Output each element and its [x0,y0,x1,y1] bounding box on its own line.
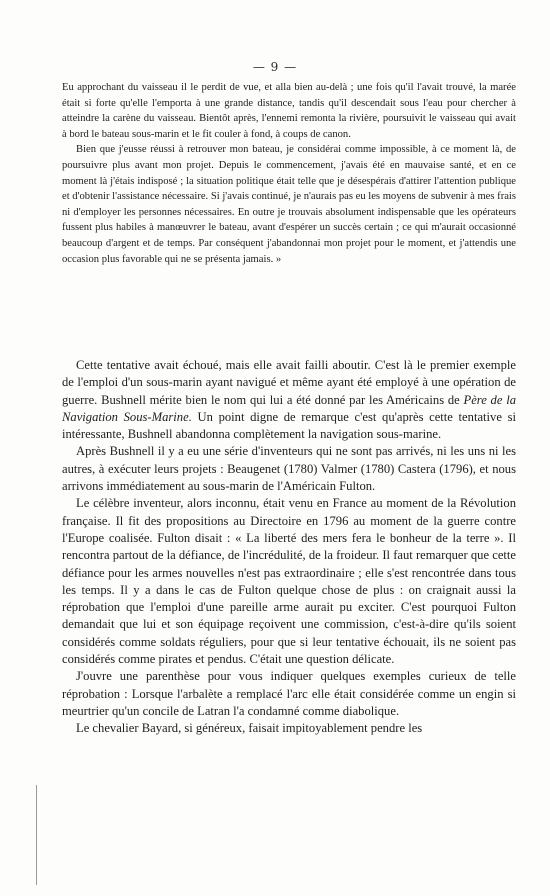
main-text [62,357,516,738]
paragraph-bayard: Le chevalier Bayard, si généreux, faisait impitoyablement pendre les [76,721,423,736]
paragraph-fulton: Le célèbre inventeur, alors inconnu, était venu en France au moment de la Révolution française. Il fit des propositions au Directoire en 1796 au moment de la guerre contre l'Europe coalisée. Fulton disait : « La liberté des mers fera le bonheur de la terre ». Il rencontra partout de la défiance, de l'incrédulité, de la froideur. Il faut remarquer que cette défiance pour les armes nouvelles n'est pas extraordinaire ; elle s'est rencontrée dans tous les temps. Il y a dans le cas de Fulton quelque chose de plus : on craignait aussi la réprobation que l'emploi d'une pareille arme aurait pu exciter. C'est pourquoi Fulton demandait que lui et son équipage reçoivent une commission, c'est-à-dire qu'ils soient considérés comme soldats réguliers, pour que si leur tentative échouait, ils ne soient pas considérés comme pirates et pendus. C'était une question délicate. [62,496,516,667]
paragraph-text: Un point digne de remarque c'est qu'après cette tentative si intéressante, Bushnell abandonna complètement la navigation sous-marine. [62,409,516,442]
paragraph-text: Cette tentative avait échoué, mais elle avait failli aboutir. C'est là le premier exemple de l'emploi d'un sous-marin ayant navigué et même ayant été employé à une opération de guerre. Bushnell mérite bien le nom qui lui a été donné par les Américains de [62,358,516,407]
quote-paragraph: Eu approchant du vaisseau il le perdit de vue, et alla bien au-delà ; une fois qu'il l'avait trouvé, la marée était si forte qu'elle l'emporta à une grande distance, tandis qu'il descendait sous l'eau pour chercher à atteindre la carène du vaisseau. Bientôt après, l'ennemi remonta la rivière, poursuivit le vaisseau qui avait à bord le bateau sous-marin et le fit couler à fond, à coups de canon. [62,82,516,140]
quoted-passage [62,80,516,267]
margin-mark [36,785,37,885]
italic-title: Père de la Navigation Sous-Marine. [62,392,516,424]
paragraph-bushnell-conclusion [62,357,516,443]
quote-paragraph: Bien que j'eusse réussi à retrouver mon bateau, je considérai comme impossible, à ce moment là, de poursuivre plus avant mon projet. Depuis le commencement, j'avais été en mauvaise santé, et en ce moment là j'étais indisposé ; la situation politique était telle que je désespérais d'attirer l'attention publique et d'obtenir l'assistance nécessaire. Si j'avais continué, je n'aurais pas eu les moyens de subvenir à mes frais ni d'employer les personnes nécessaires. En outre je trouvais absolument indispensable que les opérateurs fussent plus habiles à manœuvrer le bateau, avant d'espérer un succès certain ; ce qui m'aurait occasionné beaucoup d'argent et de temps. Par conséquent j'abandonnai mon projet pour le moment, et j'attendis une occasion plus favorable qui ne se présenta jamais. » [62,144,516,265]
paragraph-reprobation: J'ouvre une parenthèse pour vous indiquer quelques exemples curieux de telle réprobation : Lorsque l'arbalète a remplacé l'arc elle était considérée comme un engin si meurtrier qu'un concile de Latran l'a condamné comme diabolique. [62,669,516,718]
paragraph-other-inventors: Après Bushnell il y a eu une série d'inventeurs qui ne sont pas arrivés, ni les uns ni les autres, à exécuter leurs projets : Beaugenet (1780) Valmer (1780) Castera (1796), et nous arrivons immédiatement au sous-marin de l'Américain Fulton. [62,444,516,494]
page-number: — 9 — [252,60,298,74]
